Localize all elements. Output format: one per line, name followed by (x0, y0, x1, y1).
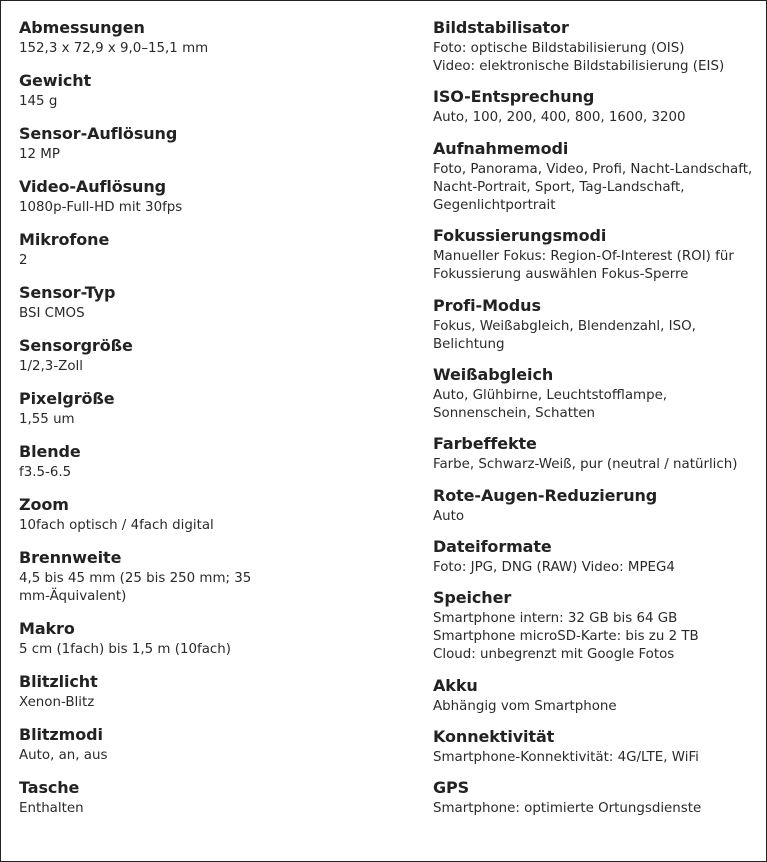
spec-value: Foto: optische Bildstabilisierung (OIS) (433, 41, 685, 56)
spec-value: Auto, an, aus (19, 748, 108, 763)
spec-value: 4,5 bis 45 mm (25 bis 250 mm; 35 (19, 571, 252, 586)
spec-label: Blende (19, 442, 81, 461)
spec-label: Blitzlicht (19, 672, 98, 691)
spec-value: Belichtung (433, 336, 505, 352)
spec-label: Zoom (19, 495, 69, 514)
spec-akku (433, 675, 753, 716)
spec-label: Profi-Modus (433, 295, 541, 315)
spec-label: Tasche (19, 778, 80, 797)
spec-bildstabilisator (433, 17, 753, 76)
spec-value: Manueller Fokus: Region-Of-Interest (ROI) für (433, 249, 734, 265)
spec-rote-augen-reduzierung (433, 485, 753, 526)
spec-value: Foto: JPG, DNG (RAW) Video: MPEG4 (433, 559, 675, 575)
spec-value: 5 cm (1fach) bis 1,5 m (10fach) (19, 642, 231, 657)
spec-aufnahmemodi (433, 138, 753, 216)
spec-value: Smartphone microSD-Karte: bis zu 2 TB (433, 629, 699, 645)
spec-value: Auto, 100, 200, 400, 800, 1600, 3200 (433, 110, 686, 126)
spec-value: 1080p-Full-HD mit 30fps (19, 200, 183, 215)
spec-weissabgleich (433, 364, 753, 423)
spec-value: Cloud: unbegrenzt mit Google Fotos (433, 647, 675, 663)
spec-value: BSI CMOS (19, 306, 85, 321)
spec-label: Makro (19, 619, 75, 638)
spec-label: Sensor-Typ (19, 283, 116, 302)
spec-profi-modus (433, 295, 753, 354)
spec-brennweite (19, 547, 414, 608)
spec-value: Enthalten (19, 801, 84, 816)
spec-column-right (433, 17, 753, 828)
spec-value: Gegenlichtportrait (433, 198, 556, 214)
spec-label: Weißabgleich (433, 365, 554, 385)
spec-label: GPS (433, 778, 470, 798)
spec-value: Fokus, Weißabgleich, Blendenzahl, ISO, (433, 318, 696, 334)
spec-value: f3.5-6.5 (19, 465, 72, 480)
spec-abmessungen (19, 17, 414, 60)
spec-gps (433, 777, 753, 818)
spec-label: Gewicht (19, 71, 92, 90)
spec-label: Rote-Augen-Reduzierung (433, 485, 658, 505)
spec-label: Dateiformate (433, 536, 552, 556)
spec-label: Sensorgröße (19, 336, 133, 355)
spec-blitzlicht (19, 671, 414, 714)
spec-value: 1/2,3-Zoll (19, 359, 83, 374)
spec-label: Abmessungen (19, 18, 145, 37)
spec-value: Auto, Glühbirne, Leuchtstofflampe, (433, 388, 668, 404)
spec-value: Xenon-Blitz (19, 695, 95, 710)
spec-label: Sensor-Auflösung (19, 124, 178, 143)
spec-value: Abhängig vom Smartphone (433, 698, 617, 714)
spec-makro (19, 618, 414, 661)
spec-pixelgroesse (19, 388, 414, 431)
spec-mikrofone (19, 229, 414, 272)
spec-label: Video-Auflösung (19, 177, 166, 196)
spec-farbeffekte (433, 433, 753, 474)
spec-blende (19, 441, 414, 484)
spec-label: Blitzmodi (19, 725, 103, 744)
spec-label: Mikrofone (19, 230, 110, 249)
spec-label: Speicher (433, 588, 512, 608)
spec-blitzmodi (19, 724, 414, 767)
spec-label: Farbeffekte (433, 434, 537, 454)
spec-value: 145 g (19, 94, 58, 109)
spec-value: Fokussierung auswählen Fokus-Sperre (433, 267, 689, 283)
spec-iso-entsprechung (433, 86, 753, 127)
spec-value: Smartphone intern: 32 GB bis 64 GB (433, 611, 678, 627)
spec-tasche (19, 777, 414, 820)
spec-value: mm-Äquivalent) (19, 589, 127, 605)
spec-value: Auto (433, 508, 465, 524)
spec-label: ISO-Entsprechung (433, 87, 595, 107)
spec-value: 10fach optisch / 4fach digital (19, 518, 214, 533)
spec-label: Pixelgröße (19, 389, 115, 408)
spec-value: Sonnenschein, Schatten (433, 406, 595, 422)
spec-label: Konnektivität (433, 726, 555, 746)
spec-label: Bildstabilisator (433, 18, 569, 37)
spec-value: Smartphone-Konnektivität: 4G/LTE, WiFi (433, 749, 699, 765)
spec-value: 152,3 x 72,9 x 9,0–15,1 mm (19, 41, 209, 56)
spec-label: Fokussierungsmodi (433, 226, 607, 246)
spec-value: Smartphone: optimierte Ortungsdienste (433, 801, 702, 817)
spec-value: 2 (19, 253, 28, 268)
spec-zoom (19, 494, 414, 537)
spec-column-left (19, 17, 414, 830)
spec-value: Nacht-Portrait, Sport, Tag-Landschaft, (433, 179, 685, 195)
spec-video-aufloesung (19, 176, 414, 219)
spec-value: 1,55 um (19, 412, 75, 427)
spec-sensor-aufloesung (19, 123, 414, 166)
spec-label: Akku (433, 675, 478, 695)
spec-label: Aufnahmemodi (433, 138, 569, 158)
spec-value: 12 MP (19, 147, 60, 162)
spec-gewicht (19, 70, 414, 113)
spec-sensorgroesse (19, 335, 414, 378)
spec-label: Brennweite (19, 548, 122, 567)
spec-value: Farbe, Schwarz-Weiß, pur (neutral / natürlich) (433, 457, 738, 473)
spec-fokussierungsmodi (433, 225, 753, 284)
spec-speicher (433, 587, 753, 665)
spec-value: Foto, Panorama, Video, Profi, Nacht-Landschaft, (433, 161, 753, 177)
spec-value: Video: elektronische Bildstabilisierung (EIS) (433, 59, 725, 75)
spec-sensor-typ (19, 282, 414, 325)
spec-konnektivitaet (433, 726, 753, 767)
spec-dateiformate (433, 536, 753, 577)
